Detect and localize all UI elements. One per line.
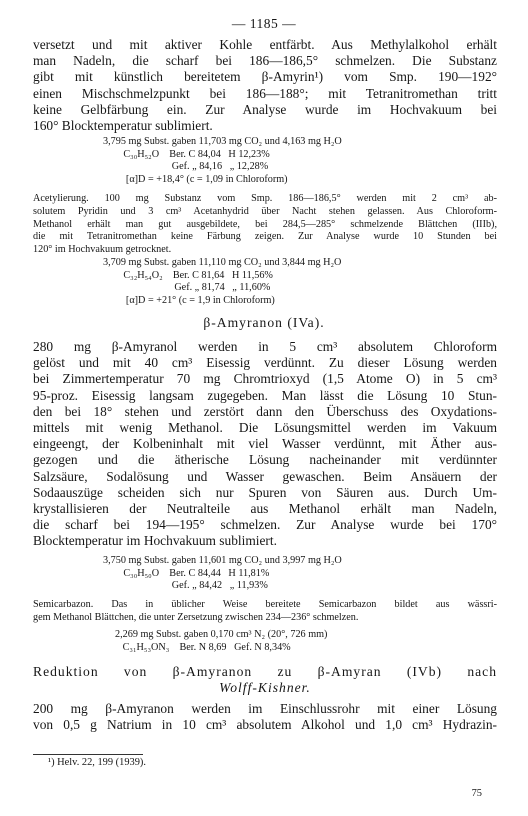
analysis-block-3 [103,555,342,593]
footnote: ¹) Helv. 22, 199 (1939). [48,757,146,768]
text-line: die mit Tetranitromethan keine Färbung zeigen. Zur Analyse wurde 10 Stunden bei [33,231,497,243]
section-heading-reduktion [33,664,497,696]
text-line: versetzt und mit aktiver Kohle entfärbt. Aus Methylalkohol erhält [33,37,497,52]
text-line: Salzsäure, Sodalösung und Wasser gewaschen. Beim Ansäuern der [33,468,497,484]
text-line: 200 mg β-Amyranon werden im Einschlussrohr mit einer Lösung [33,701,497,716]
analysis-line: 3,709 mg Subst. gaben 11,110 mg CO₂ und 3,844 mg H₂O [103,257,342,268]
analysis-line: 3,750 mg Subst. gaben 11,601 mg CO₂ und 3,997 mg H₂O [103,555,342,566]
analysis-line: [α]D = +21° (c = 1,9 in Chloroform) [103,295,275,307]
text-line: gem Methanol Blättchen, die unter Zersetzung zwischen 234—236° schmelzen. [33,611,359,623]
acetylierung-paragraph [33,193,497,257]
heading-line: Wolff-Kishner. [219,680,311,695]
analysis-line: C₃₁H₅₃ON₃ Ber. N 8,69 Gef. N 8,34% [115,641,291,653]
text-line: keine Gelbfärbung ein. Zur Analyse wurde im Hochvakuum bei [33,101,497,117]
analysis-block-1 [103,136,342,187]
analysis-line: C₃₀H₅₀O Ber. C 84,44 H 11,81% [103,567,270,579]
analysis-line: Gef. „ 84,42 „ 11,93% [103,580,268,592]
text-line: bei Zimmertemperatur 70 mg Chromtrioxyd (1,5 Atome O) in 5 cm³ [33,371,497,387]
analysis-block-2 [103,257,341,308]
text-line: den bei 18° stehen und zerstört dann den Überschuss des Oxydations- [33,403,497,419]
text-line: Methanol erhält man gut ausgebildete, bei 284,5—285° schmelzende Blättchen (IIIb), [33,218,497,230]
paragraph-1 [33,37,497,134]
text-line: gibt mit künstlich bereitetem β-Amyrin¹) vom Smp. 190—192° [33,69,497,85]
text-line: gelöst und mit 40 cm³ Eisessig verdünnt. Zu dieser Lösung werden [33,355,497,371]
text-line: solutem Pyridin und 3 cm³ Acetanhydrid über Nacht stehen gelassen. Aus Chloroform- [33,205,497,217]
page-footer-number: 75 [471,788,482,799]
analysis-line: Gef. „ 84,16 „ 12,28% [103,161,269,173]
section-heading-amyranon: β-Amyranon (IVa). [203,315,325,330]
page-header-number: — 1185 — [231,16,297,31]
text-line: eingeengt, der Kolbeninhalt mit viel Wasser verdünnt, mit Äther aus- [33,436,497,452]
analysis-line: C₃₂H₅₄O₂ Ber. C 81,64 H 11,56% [103,269,273,281]
text-line: 95-proz. Eisessig langsam zugegeben. Man lässt die Lösung 10 Stun- [33,387,497,403]
text-line: Acetylierung. 100 mg Substanz vom Smp. 186—186,5° werden mit 2 cm³ ab- [33,193,497,204]
text-line: 280 mg β-Amyranol werden in 5 cm³ absolutem Chloroform [33,339,497,354]
analysis-line: 2,269 mg Subst. gaben 0,170 cm³ N₂ (20°, 726 mm) [115,629,328,640]
text-line: 160° Blocktemperatur sublimiert. [33,118,213,134]
analysis-block-4 [115,629,327,654]
paragraph-3 [33,701,497,733]
text-line: man Nadeln, die scharf bei 186—186,5° schmelzen. Die Substanz [33,53,497,69]
text-line: Sodaauszüge scheiden sich nur Spuren von Säuren aus. Durch Um- [33,484,497,500]
text-line: Blocktemperatur im Hochvakuum sublimiert. [33,533,277,549]
text-line: einen Mischschmelzpunkt bei 186—188°; mit Tetranitromethan tritt [33,85,497,101]
analysis-line: 3,795 mg Subst. gaben 11,703 mg CO₂ und 4,163 mg H₂O [103,136,342,147]
text-line: krystallisieren der Neutralteile aus Methanol erhält man Nadeln, [33,501,497,517]
text-line: gezogen und die ätherische Lösung nacheinander mit verdünnter [33,452,497,468]
text-line: mittels mit wenig Methanol. Die Lösungsmittel werden im Vakuum [33,420,497,436]
text-line: Semicarbazon. Das in üblicher Weise bereitete Semicarbazon bildet aus wässri- [33,599,497,610]
analysis-line: C₃₀H₅₂O Ber. C 84,04 H 12,23% [103,148,270,160]
analysis-line: Gef. „ 81,74 „ 11,60% [103,282,271,294]
text-line: die scharf bei 194—195° schmelzen. Zur Analyse wurde bei 170° [33,517,497,533]
semicarbazon-paragraph [33,599,497,625]
paragraph-2 [33,339,497,550]
text-line: von 0,5 g Natrium in 10 cm³ absolutem Alkohol und 1,0 cm³ Hydrazin- [33,717,497,733]
analysis-line: [α]D = +18,4° (c = 1,09 in Chloroform) [103,174,288,186]
footnote-divider [33,754,143,755]
text-line: 120° im Hochvakuum getrocknet. [33,244,172,256]
heading-line: Reduktion von β-Amyranon zu β-Amyran (IVb) nach [33,664,497,679]
